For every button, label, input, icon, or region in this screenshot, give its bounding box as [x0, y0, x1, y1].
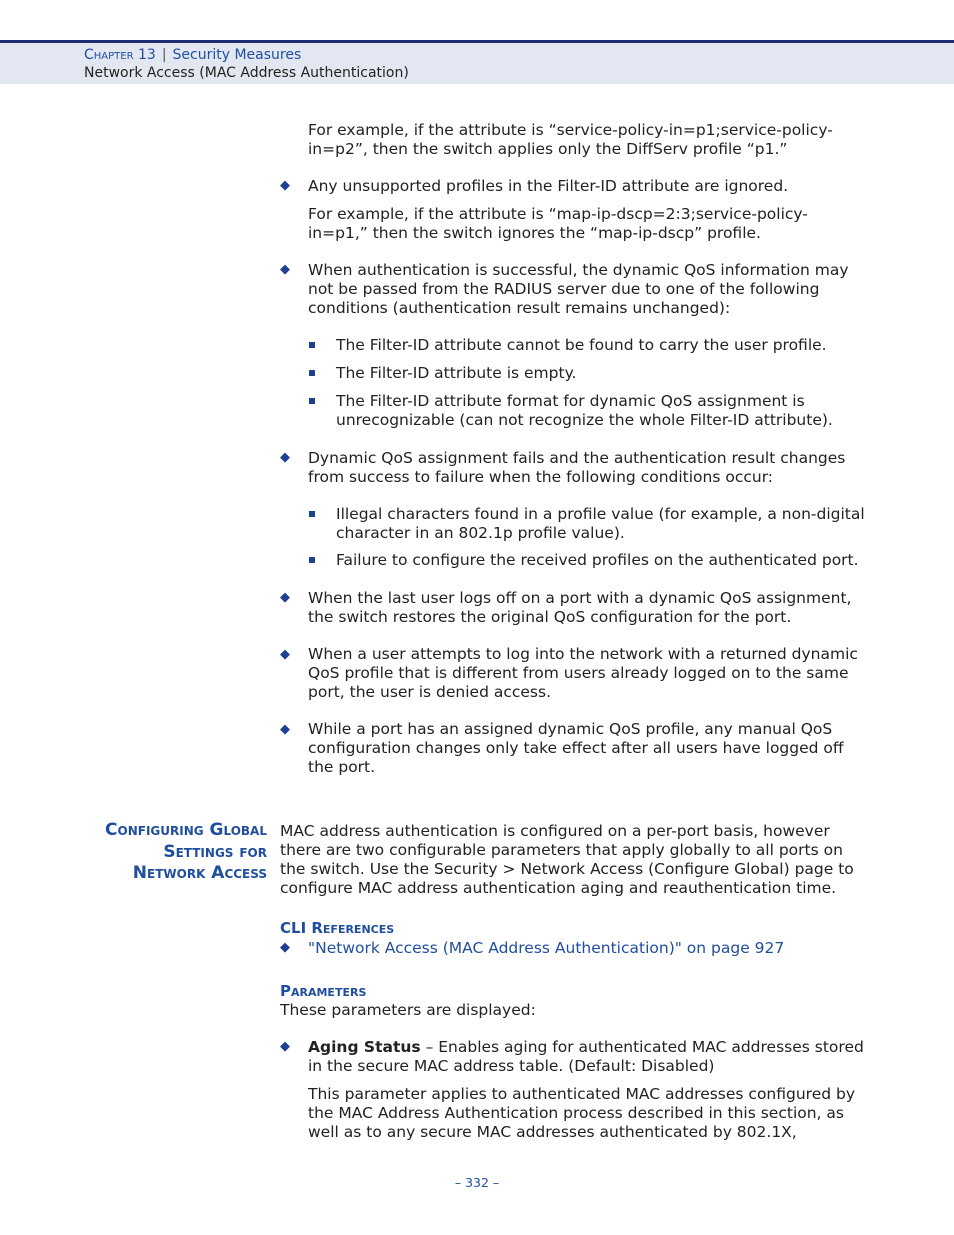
aging-status-label: Aging Status [308, 1038, 421, 1056]
diamond-bullet-icon: ◆ [280, 940, 290, 955]
parameters-intro: These parameters are displayed: [280, 1001, 536, 1019]
example-paragraph: For example, if the attribute is “service-policy-in=p1;service-policy-in=p2”, then the switch applies only the DiffServ profile “p1.” [308, 121, 833, 158]
section-title [40, 820, 267, 885]
section-title-line: Network Access [132, 863, 267, 883]
header-separator: | [161, 47, 167, 63]
page-header [0, 40, 954, 84]
example-paragraph: For example, if the attribute is “map-ip-dscp=2:3;service-policy-in=p1,” then the switch ignores the “map-ip-dscp” profile. [308, 205, 808, 242]
diamond-bullet-icon: ◆ [280, 1039, 290, 1054]
bullet-authentication-success: When authentication is successful, the dynamic QoS information may not be passed from the RADIUS server due to one of the following conditions (authentication result remains unchanged): [308, 261, 849, 317]
square-bullet-icon [309, 370, 315, 376]
bullet-unsupported-profiles: Any unsupported profiles in the Filter-ID attribute are ignored. [308, 177, 789, 195]
square-bullet-icon [309, 557, 315, 563]
diamond-bullet-icon: ◆ [280, 450, 290, 465]
chapter-title: Security Measures [172, 47, 302, 63]
diamond-bullet-icon: ◆ [280, 262, 290, 277]
aging-status-text: – Enables aging for authenticated MAC addresses stored in the secure MAC address table. (Default: Disabled) [308, 1038, 864, 1075]
sub-bullet: The Filter-ID attribute format for dynamic QoS assignment is unrecognizable (can not recognize the whole Filter-ID attribute). [336, 392, 833, 429]
sub-bullet: The Filter-ID attribute cannot be found to carry the user profile. [336, 336, 827, 354]
bullet-last-user-logs-off: When the last user logs off on a port with a dynamic QoS assignment, the switch restores the original QoS configuration for the port. [308, 589, 852, 626]
square-bullet-icon [309, 342, 315, 348]
aging-status-detail: This parameter applies to authenticated MAC addresses configured by the MAC Address Authentication process described in this section, as well as to any secure MAC addresses authenticated by 802.1X, [308, 1085, 856, 1141]
page-number: – 332 – [454, 1175, 500, 1190]
bullet-user-denied: When a user attempts to log into the network with a returned dynamic QoS profile that is different from users already logged on to the same port, the user is denied access. [308, 645, 858, 701]
bullet-assignment-fails: Dynamic QoS assignment fails and the authentication result changes from success to failure when the following conditions occur: [308, 449, 846, 486]
square-bullet-icon [309, 511, 315, 517]
bullet-manual-qos: While a port has an assigned dynamic QoS profile, any manual QoS configuration changes only take effect after all users have logged off the port. [308, 720, 844, 776]
diamond-bullet-icon: ◆ [280, 647, 290, 662]
cli-reference-link[interactable]: "Network Access (MAC Address Authentication)" on page 927 [308, 939, 785, 957]
cli-references-heading: CLI References [280, 919, 395, 937]
diamond-bullet-icon: ◆ [280, 590, 290, 605]
chapter-line [84, 46, 301, 65]
parameters-heading: Parameters [280, 982, 367, 1000]
aging-status-item [308, 1038, 873, 1076]
section-label: Network Access (MAC Address Authentication) [84, 65, 409, 81]
section-intro: MAC address authentication is configured on a per-port basis, however there are two configurable parameters that apply globally to all ports on the switch. Use the Security > Network Access (Configure Global) page to configure MAC address authentication aging and reauthentication time. [280, 822, 854, 897]
diamond-bullet-icon: ◆ [280, 722, 290, 737]
sub-bullet: Failure to configure the received profiles on the authenticated port. [336, 551, 859, 569]
diamond-bullet-icon: ◆ [280, 178, 290, 193]
section-title-line: Configuring Global [105, 820, 267, 840]
section-title-line: Settings for [163, 841, 267, 862]
chapter-label: Chapter 13 [84, 47, 156, 63]
square-bullet-icon [309, 398, 315, 404]
sub-bullet: The Filter-ID attribute is empty. [336, 364, 577, 382]
sub-bullet: Illegal characters found in a profile value (for example, a non-digital character in an 802.1p profile value). [336, 505, 865, 542]
